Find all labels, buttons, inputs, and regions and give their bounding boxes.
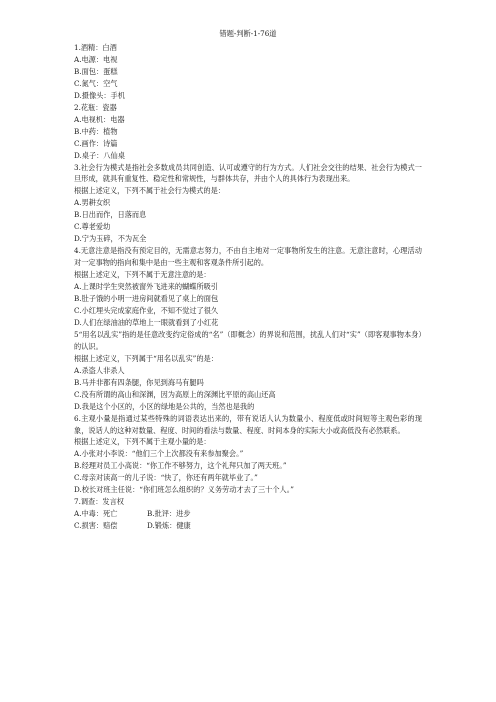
option-line: C.小红埋头完成家庭作业，不知不觉过了很久 — [74, 305, 219, 315]
question-4-stem: 根据上述定义，下列不属于无意注意的是： — [74, 270, 211, 280]
option-line: D.宁为玉碎，不为瓦全 — [74, 234, 147, 244]
option-line: D.我是这个小区的，小区的绿地是公共的，当然也是我的 — [74, 401, 255, 411]
question-7-title: 7.调查：发言权 — [74, 497, 124, 507]
option-line: A.小张对小李说：“他们三个上次都没有来参加聚会。” — [74, 449, 244, 459]
option-a: A.中毒：死亡 — [74, 509, 118, 519]
option-line: B.经理对员工小高说：“你工作不够努力，这个礼拜只加了两天班。” — [74, 461, 287, 471]
option-line: C.画作：诗篇 — [74, 138, 118, 148]
question-6-stem: 根据上述定义，下列不属于主观小量的是： — [74, 437, 211, 447]
option-row — [74, 508, 422, 520]
question-3-text: 3.社会行为模式是指社会多数成员共同创造、认可或遵守的行为方式。人们社会交往的结果、社会行为模式一旦形成，就具有重复性、稳定性和常规性，与群体共存，并由个人的具体行为表现出来。 — [74, 162, 422, 184]
option-line: D.摄像头：手机 — [74, 90, 125, 100]
option-line: C.母亲对读高一的儿子说：“快了，你还有两年就毕业了。” — [74, 473, 258, 483]
document-body — [74, 42, 422, 532]
option-line: A.杀盗人非杀人 — [74, 365, 125, 375]
option-d: D.锻炼：健康 — [147, 521, 191, 531]
question-5-stem: 根据上述定义，下列属于“用名以乱实”的是： — [74, 353, 218, 363]
option-line: A.电源：电视 — [74, 54, 118, 64]
question-3-stem: 根据上述定义，下列不属于社会行为模式的是： — [74, 186, 225, 196]
document-title: 错题-判断-1-76道 — [219, 29, 277, 38]
question-6-text: 6.主观小量是指通过某些特殊的词语表达出来的，带有说话人认为数量小、程度低或时间短等主观色彩的现象，说话人的这种对数量、程度、时间的看法与数量、程度、时间本身的实际大小或高低没有必然联系。 — [74, 413, 422, 435]
option-line: B.面包：蛋糕 — [74, 66, 118, 76]
option-line: C.没有所谓的高山和深渊，因为高原上的深渊比平原的高山还高 — [74, 389, 276, 399]
option-b: B.批评：进步 — [147, 509, 191, 519]
question-2-title: 2.花瓶：瓷器 — [74, 102, 117, 112]
option-line: C.尊老爱幼 — [74, 222, 111, 232]
option-c: C.损害：赔偿 — [74, 521, 118, 531]
option-line: B.马并非都有四条腿，你见到海马有腿吗 — [74, 377, 204, 387]
option-line: B.中药：植物 — [74, 126, 118, 136]
option-row — [74, 520, 422, 532]
option-line: A.男耕女织 — [74, 198, 111, 208]
option-line: B.肚子饿的小明一进房间就看见了桌上的面包 — [74, 294, 219, 304]
question-4-text: 4.无意注意是指没有预定目的，无需意志努力，不由自主地对一定事物所发生的注意。无意注意时，心理活动对一定事物的指向和集中是由一些主观和客观条件所引起的。 — [74, 246, 422, 268]
option-line: A.电视机：电器 — [74, 114, 125, 124]
option-line: C.氮气：空气 — [74, 78, 118, 88]
question-5-text: 5“用名以乱实”指的是任意改变约定俗成的“名”（即概念）的界说和范围，扰乱人们对“实”（即客观事物本身）的认识。 — [74, 329, 422, 351]
option-line: D.人们在绿油油的草地上一眼就看到了小红花 — [74, 317, 219, 327]
option-line: A.上课时学生突然被窗外飞进来的蝴蝶所吸引 — [74, 282, 219, 292]
option-line: B.日出而作，日落而息 — [74, 210, 147, 220]
option-line: D.桌子：八仙桌 — [74, 150, 125, 160]
question-1-title: 1.酒精：白酒 — [74, 43, 117, 52]
option-line: D.校长对班主任说：“你们班怎么组织的？义务劳动才去了三十个人。” — [74, 485, 294, 495]
